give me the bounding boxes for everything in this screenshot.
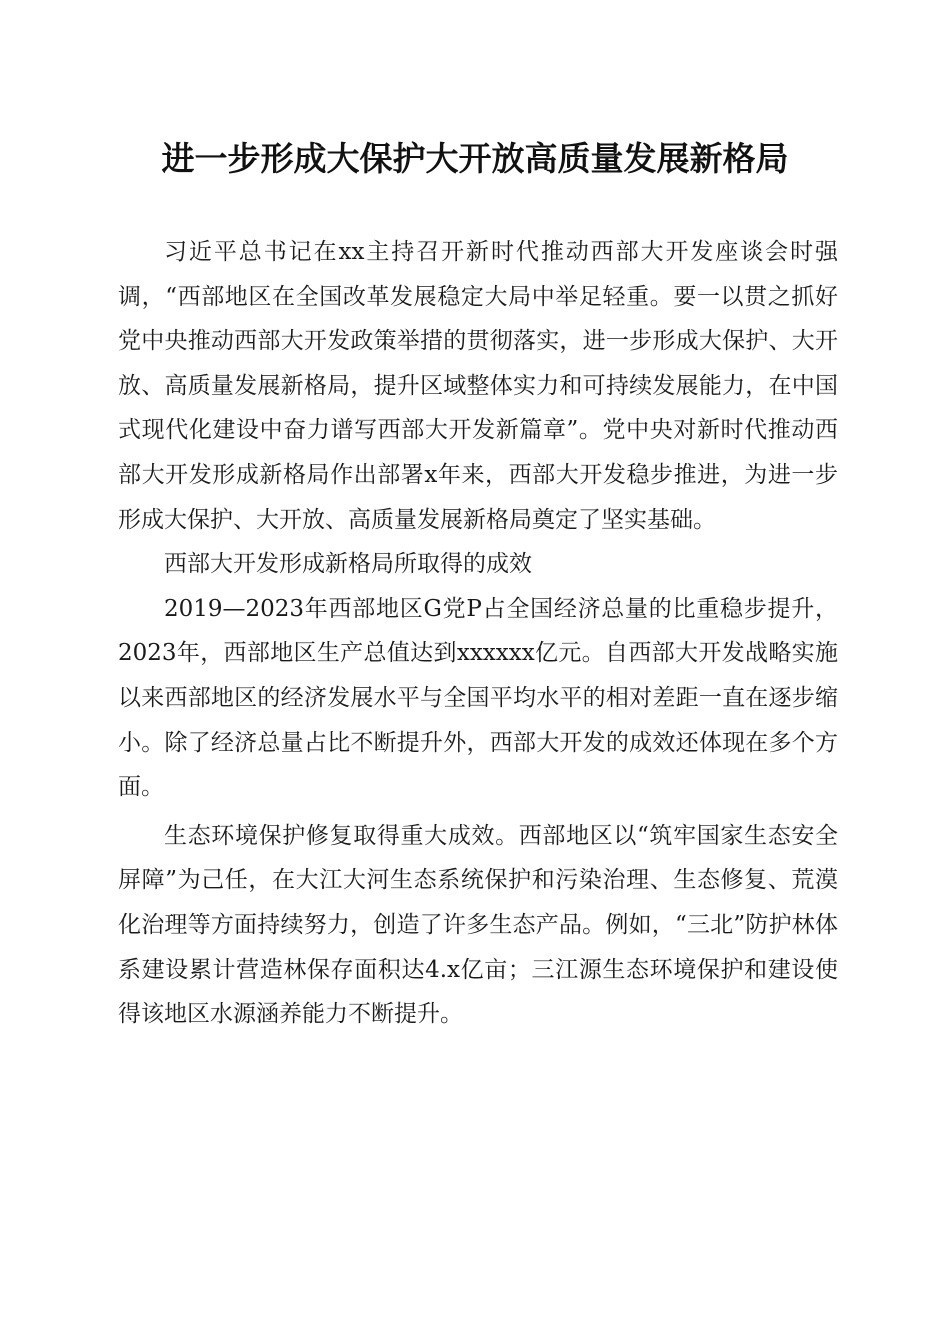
document-title: 进一步形成大保护大开放高质量发展新格局 (161, 139, 789, 178)
paragraph-economy: 2019—2023年西部地区G党P占全国经济总量的比重稳步提升，2023年，西部地区生产总值达到xxxxxx亿元。自西部大开发战略实施以来西部地区的经济发展水平与全国平均水平的相对差距一直在逐步缩小。除了经济总量占比不断提升外，西部大开发的成效还体现在多个方面。 (118, 595, 838, 801)
paragraph-ecology: 生态环境保护修复取得重大成效。西部地区以“筑牢国家生态安全屏障”为己任，在大江大河生态系统保护和污染治理、生态修复、荒漠化治理等方面持续努力，创造了许多生态产品。例如，“三北”防护林体系建设累计营造林保存面积达4.x亿亩；三江源生态环境保护和建设使得该地区水源涵养能力不断提升。 (118, 822, 838, 1028)
document-body (118, 230, 838, 1037)
paragraph-section-heading: 西部大开发形成新格局所取得的成效 (164, 551, 532, 578)
paragraph-intro: 习近平总书记在xx主持召开新时代推动西部大开发座谈会时强调，“西部地区在全国改革发展稳定大局中举足轻重。要一以贯之抓好党中央推动西部大开发政策举措的贯彻落实，进一步形成大保护、大开放、高质量发展新格局，提升区域整体实力和可持续发展能力，在中国式现代化建设中奋力谱写西部大开发新篇章”。党中央对新时代推动西部大开发形成新格局作出部署x年来，西部大开发稳步推进，为进一步形成大保护、大开放、高质量发展新格局奠定了坚实基础。 (118, 239, 838, 533)
